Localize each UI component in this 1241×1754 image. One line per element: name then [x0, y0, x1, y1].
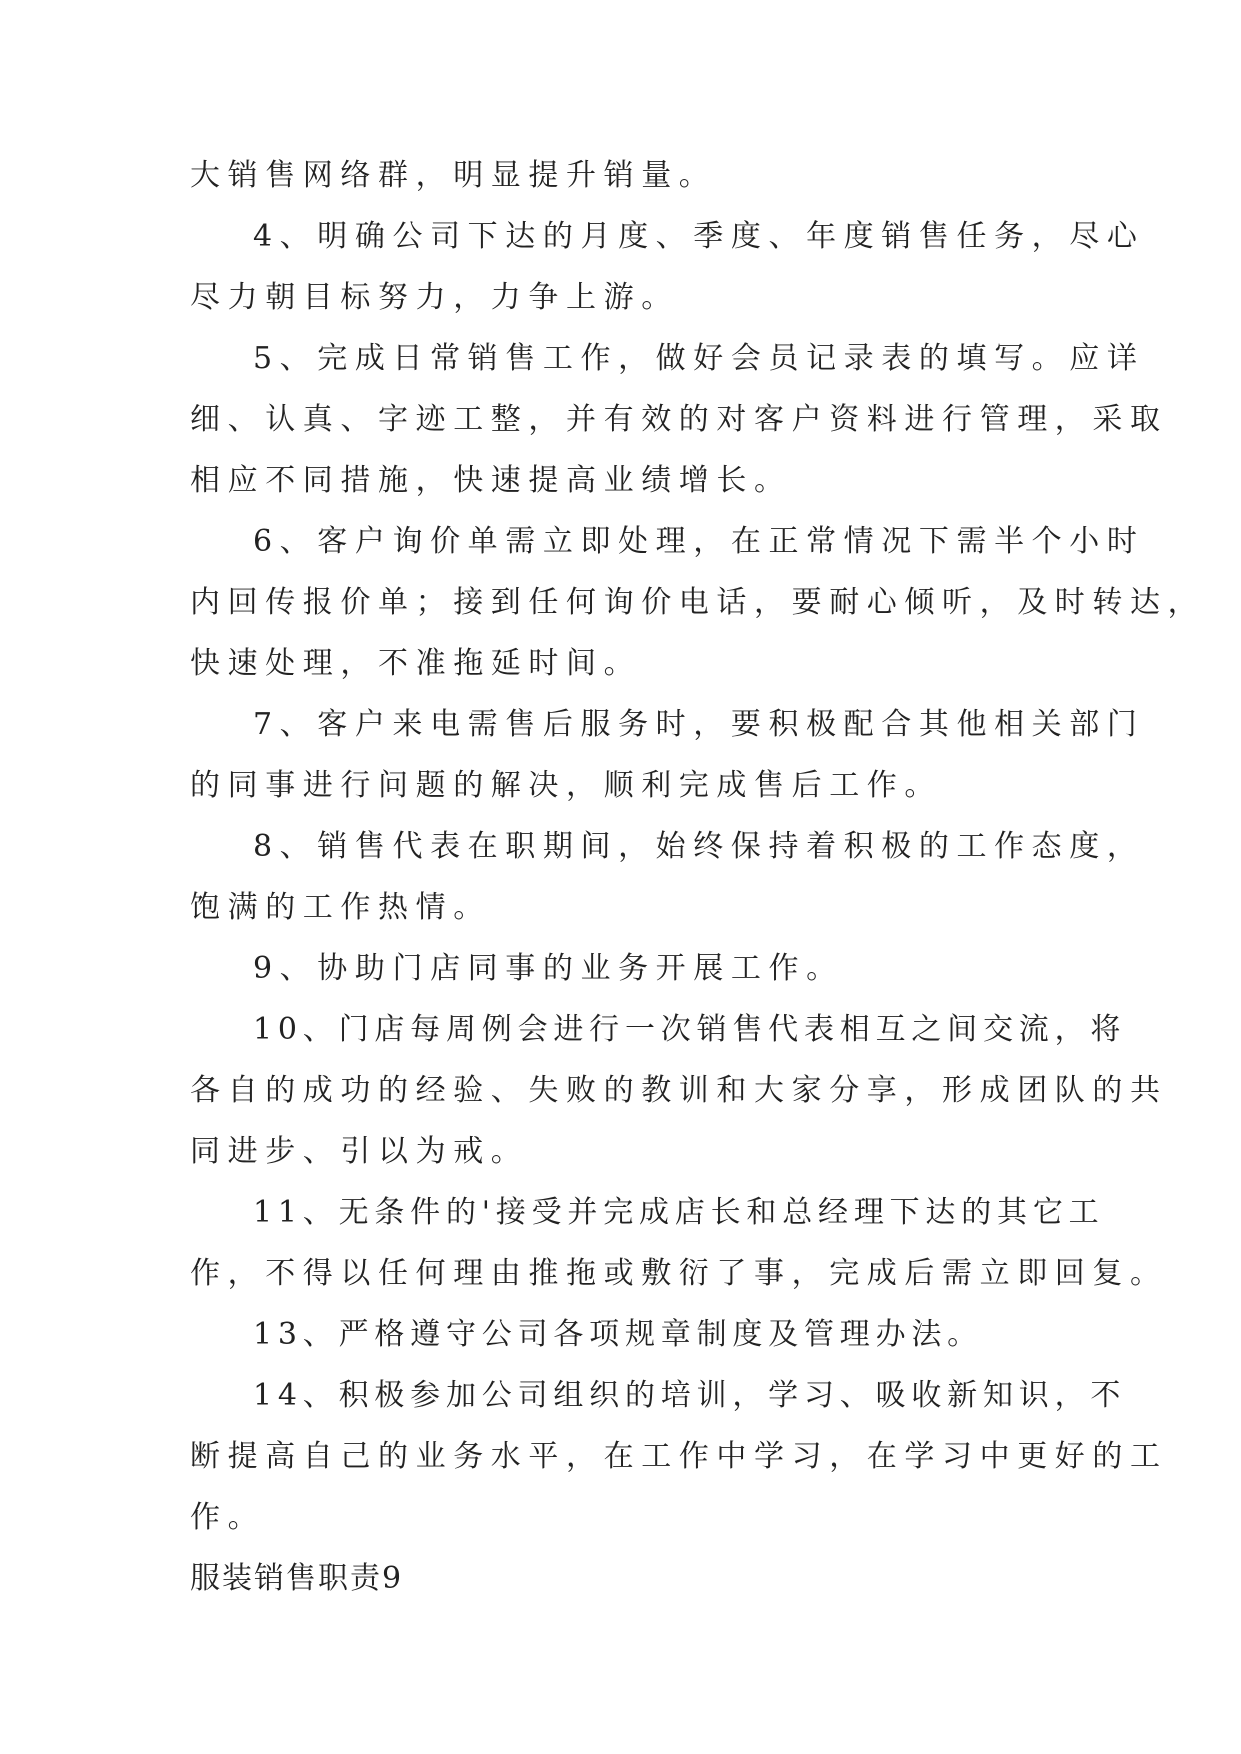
text-line: 的同事进行问题的解决，顺利完成售后工作。 — [190, 768, 942, 803]
list-item-11: 11、无条件的'接受并完成店长和总经理下达的其它工 — [253, 1195, 1105, 1230]
section-heading: 服装销售职责9 — [190, 1561, 404, 1596]
text-line: 相应不同措施，快速提高业绩增长。 — [190, 463, 792, 498]
text-line: 作，不得以任何理由推拖或敷衍了事，完成后需立即回复。 — [190, 1256, 1168, 1291]
text-line: 细、认真、字迹工整，并有效的对客户资料进行管理，采取 — [190, 402, 1168, 437]
list-item-9: 9、协助门店同事的业务开展工作。 — [253, 951, 844, 986]
text-line: 断提高自己的业务水平，在工作中学习，在学习中更好的工 — [190, 1439, 1168, 1474]
list-item-4: 4、明确公司下达的月度、季度、年度销售任务，尽心 — [253, 219, 1145, 254]
text-line: 饱满的工作热情。 — [190, 890, 491, 925]
list-item-7: 7、客户来电需售后服务时，要积极配合其他相关部门 — [253, 707, 1145, 742]
text-line: 快速处理，不准拖延时间。 — [190, 646, 642, 681]
document-body — [190, 157, 1206, 1621]
text-line: 同进步、引以为戒。 — [190, 1134, 529, 1169]
list-item-6: 6、客户询价单需立即处理，在正常情况下需半个小时 — [253, 524, 1145, 559]
text-line: 大销售网络群，明显提升销量。 — [190, 158, 717, 193]
list-item-14: 14、积极参加公司组织的培训，学习、吸收新知识，不 — [253, 1378, 1127, 1413]
text-line: 尽力朝目标努力，力争上游。 — [190, 280, 679, 315]
text-line: 内回传报价单；接到任何询价电话，要耐心倾听，及时转达， — [190, 585, 1206, 620]
list-item-5: 5、完成日常销售工作，做好会员记录表的填写。应详 — [253, 341, 1145, 376]
list-item-10: 10、门店每周例会进行一次销售代表相互之间交流，将 — [253, 1012, 1127, 1047]
list-item-13: 13、严格遵守公司各项规章制度及管理办法。 — [253, 1317, 983, 1352]
text-line: 各自的成功的经验、失败的教训和大家分享，形成团队的共 — [190, 1073, 1168, 1108]
list-item-8: 8、销售代表在职期间，始终保持着积极的工作态度， — [253, 829, 1145, 864]
text-line: 作。 — [190, 1500, 266, 1535]
